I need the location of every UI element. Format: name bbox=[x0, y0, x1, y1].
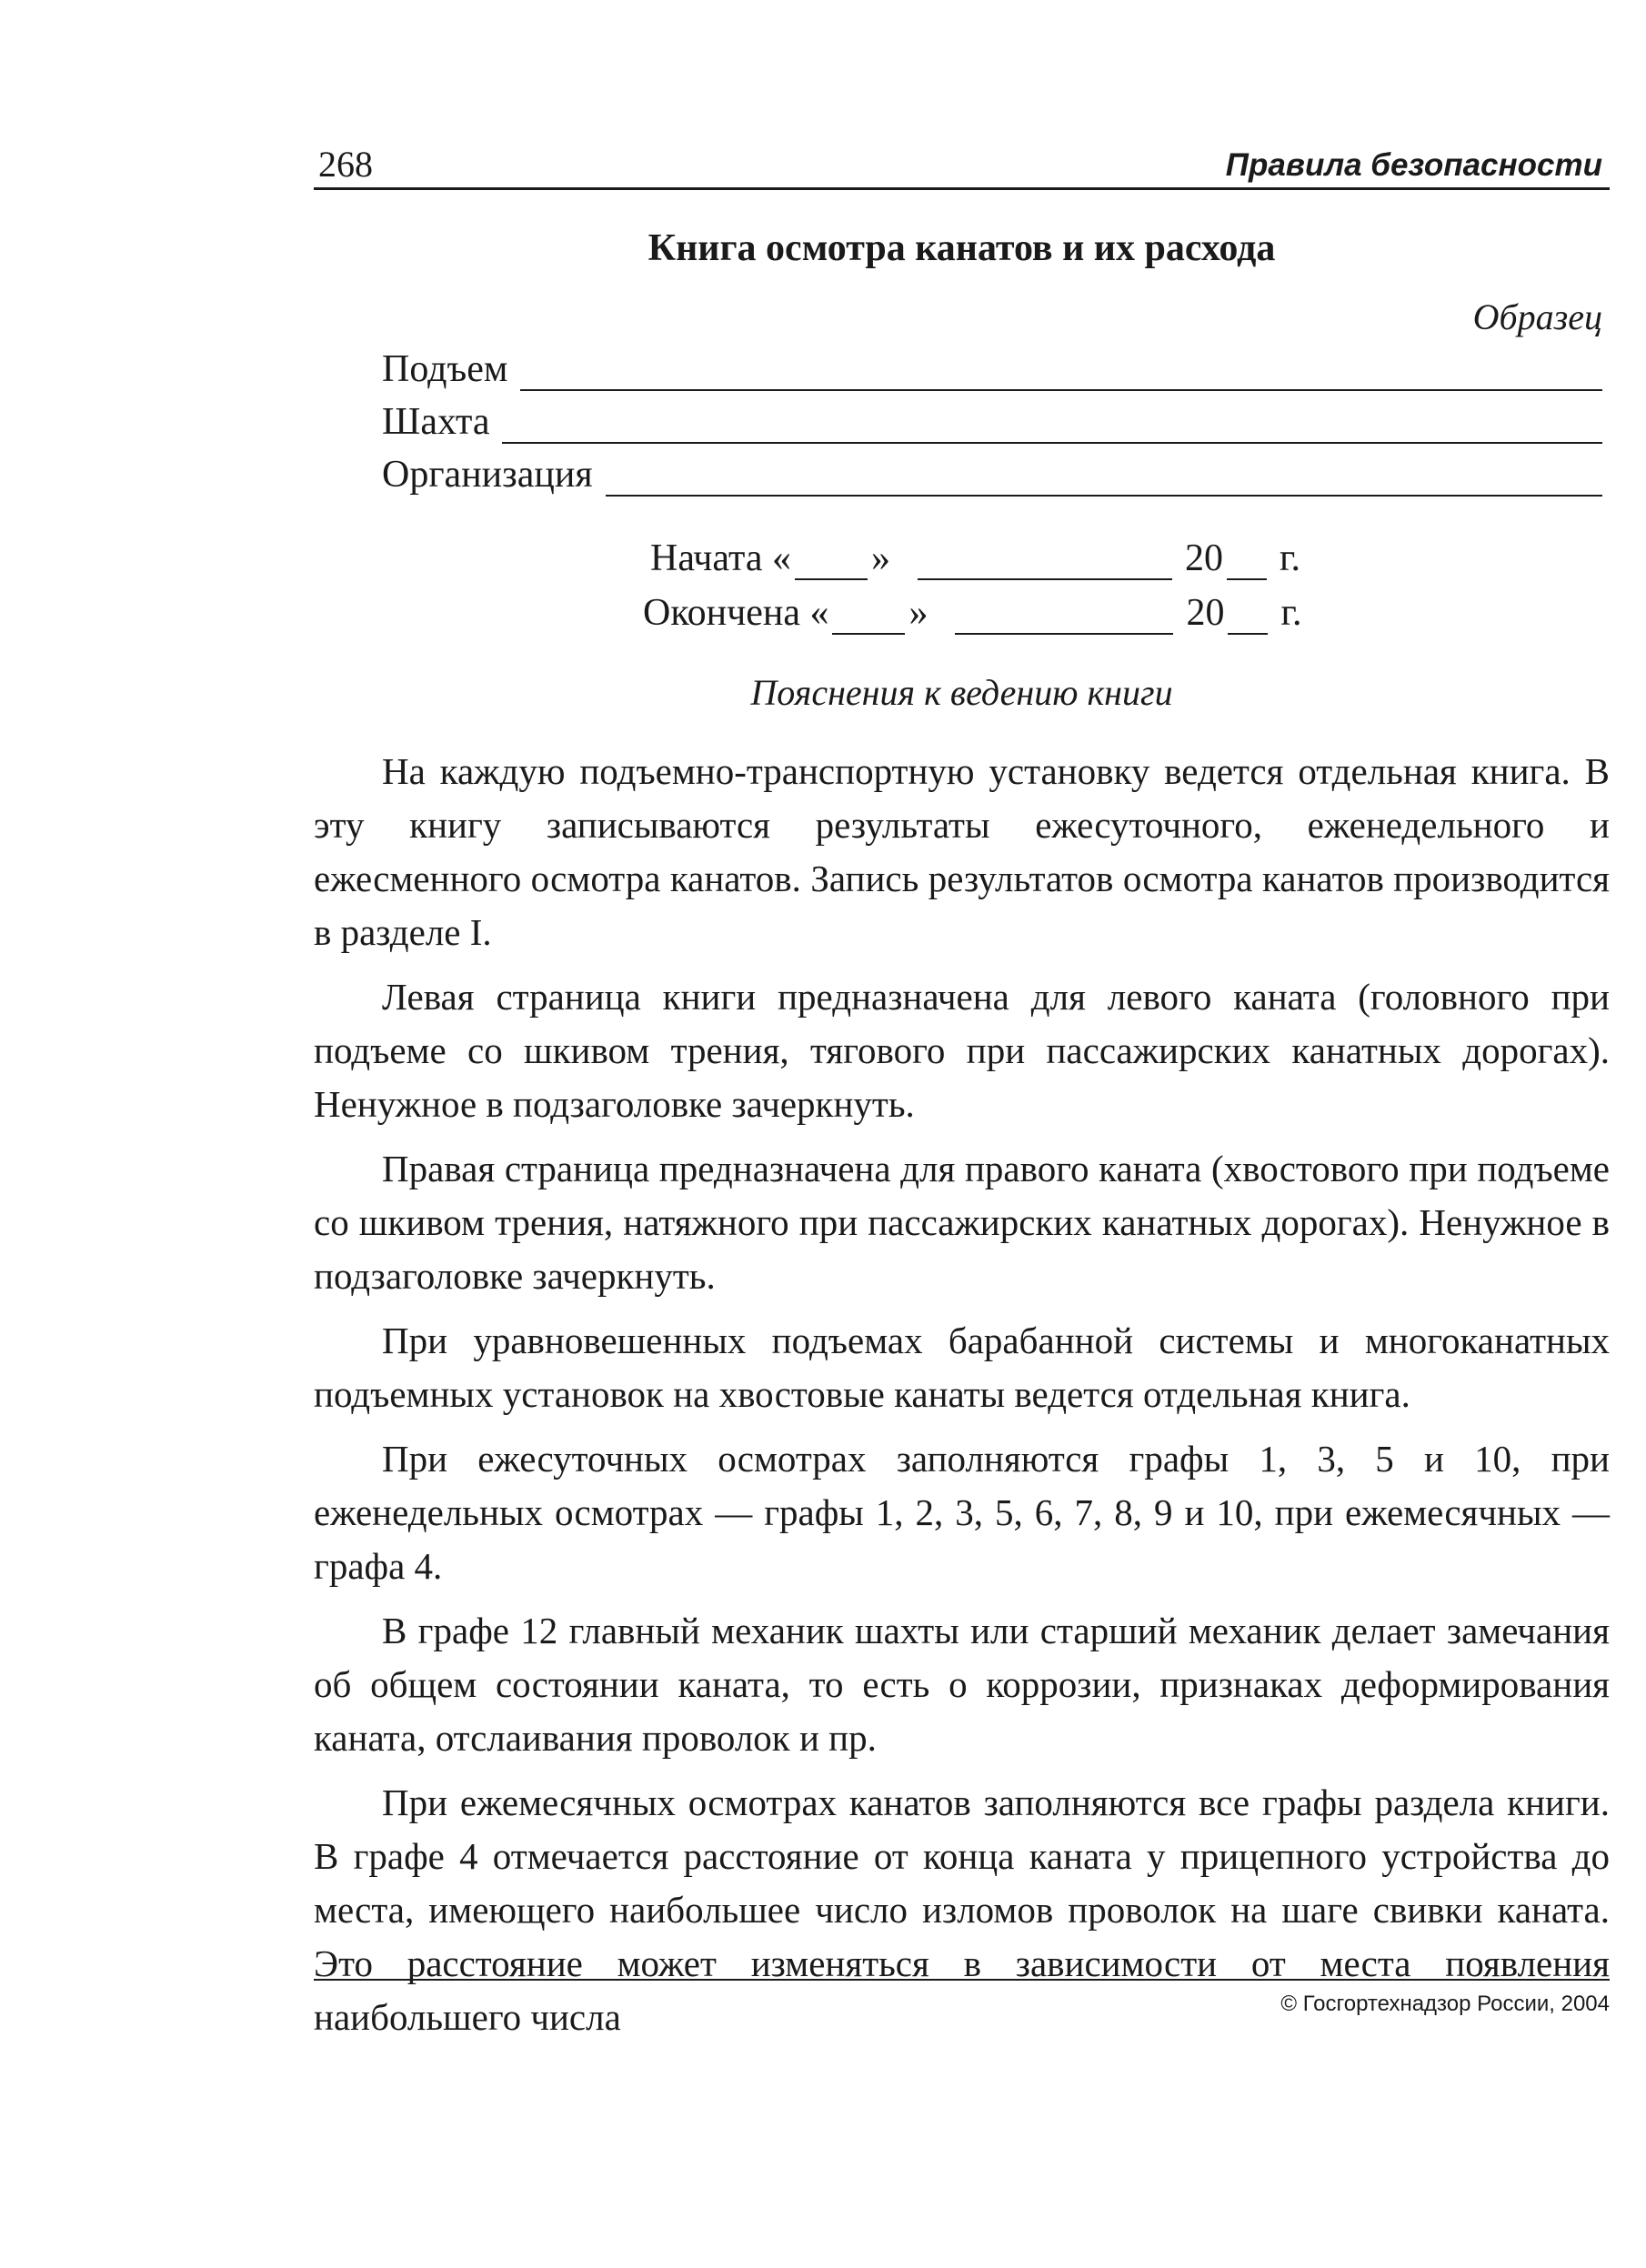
sample-label: Образец bbox=[1472, 296, 1602, 337]
year-prefix: 20 bbox=[1186, 592, 1225, 634]
year-suffix: г. bbox=[1279, 537, 1300, 579]
field-organization-line bbox=[606, 487, 1602, 497]
month-blank bbox=[955, 626, 1173, 635]
month-blank bbox=[918, 571, 1172, 580]
date-finished-label: Окончена « bbox=[643, 592, 829, 634]
field-mine-line bbox=[502, 435, 1602, 444]
paragraph: Правая страница предназначена для правого каната (хвостового при подъеме со шкивом трения, натяжного при пассажирских канатных дорогах). Ненужное в подзаголовке зачеркнуть. bbox=[314, 1148, 1610, 1297]
field-mine-label: Шахта bbox=[382, 401, 490, 443]
section-subheading: Пояснения к ведению книги bbox=[750, 672, 1173, 713]
year-blank bbox=[1227, 571, 1267, 580]
page-number: 268 bbox=[318, 144, 373, 185]
field-mine bbox=[382, 391, 1610, 444]
paragraph: При ежесуточных осмотрах заполняются графы 1, 3, 5 и 10, при еженедельных осмотрах — графы 1, 2, 3, 5, 6, 7, 8, 9 и 10, при ежемесячных — графа 4. bbox=[314, 1438, 1610, 1587]
field-lift bbox=[382, 338, 1610, 391]
field-lift-line bbox=[520, 382, 1602, 391]
document-page bbox=[314, 136, 1610, 2055]
dates-block bbox=[314, 526, 1610, 635]
paragraph: Левая страница книги предназначена для левого каната (головного при подъеме со шкивом трения, тягового при пассажирских канатных дорогах). Ненужное в подзаголовке зачеркнуть. bbox=[314, 976, 1610, 1125]
footer-rule bbox=[314, 1979, 1610, 1981]
year-blank bbox=[1228, 626, 1268, 635]
paragraph: В графе 12 главный механик шахты или старший механик делает замечания об общем состоянии каната, то есть о коррозии, признаках деформирования каната, отслаивания проволок и пр. bbox=[314, 1610, 1610, 1759]
quote-close: » bbox=[870, 537, 890, 579]
field-lift-label: Подъем bbox=[382, 348, 508, 390]
date-finished bbox=[643, 580, 1610, 635]
copyright-notice: © Госгортехнадзор России, 2004 bbox=[1280, 1992, 1610, 2016]
year-suffix: г. bbox=[1280, 592, 1302, 634]
day-blank bbox=[795, 571, 868, 580]
book-title: Книга осмотра канатов и их расхода bbox=[647, 227, 1276, 269]
day-blank bbox=[832, 626, 905, 635]
paragraph: При уравновешенных подъемах барабанной системы и многоканатных подъемных установок на хвостовые канаты ведется отдельная книга. bbox=[314, 1320, 1610, 1415]
year-prefix: 20 bbox=[1184, 537, 1223, 579]
date-started-label: Начата « bbox=[650, 537, 791, 579]
date-started bbox=[650, 526, 1610, 580]
body-text bbox=[314, 745, 1610, 2044]
running-title: Правила безопасности bbox=[1225, 147, 1602, 183]
running-header bbox=[314, 136, 1610, 190]
paragraph: При ежемесячных осмотрах канатов заполняются все графы раздела книги. В графе 4 отмечается расстояние от конца каната у прицепного устройства до места, имеющего наибольшее число изломов проволок на шаге свивки каната. Это расстояние может изменяться в зависимости от места появления наибольшего числа bbox=[314, 1781, 1610, 2038]
field-organization-label: Организация bbox=[382, 454, 593, 496]
quote-close: » bbox=[908, 592, 928, 634]
paragraph: На каждую подъемно-транспортную установку ведется отдельная книга. В эту книгу записываются результаты ежесуточного, еженедельного и ежесменного осмотра канатов. Запись результатов осмотра канатов производится в разделе I. bbox=[314, 750, 1610, 953]
field-organization bbox=[382, 444, 1610, 497]
